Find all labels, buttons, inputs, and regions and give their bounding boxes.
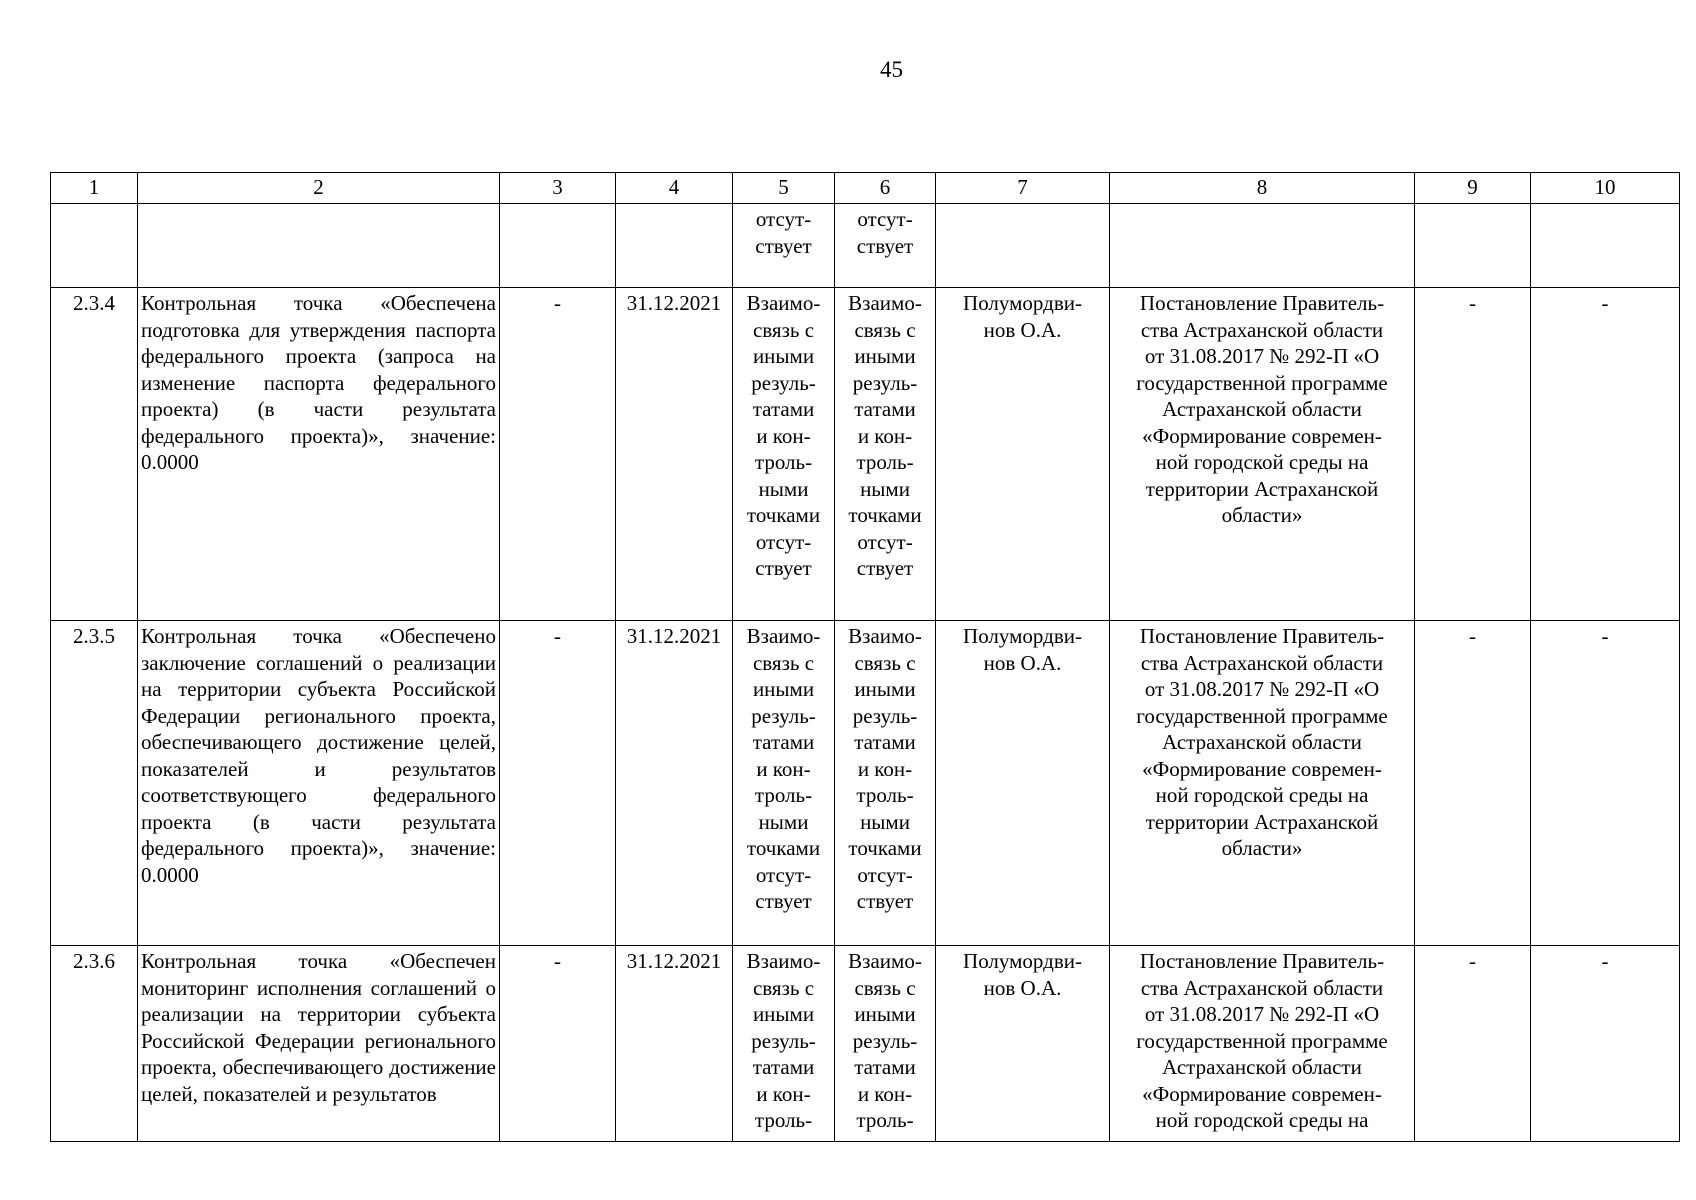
item-number-cell: 2.3.5 (51, 621, 138, 946)
predecessor-cell: Взаимо- связь с иными резуль- татами и кон- троль- ными точками отсут- ствует (733, 288, 835, 621)
column-10-cell (1531, 204, 1680, 288)
item-number-cell: 2.3.4 (51, 288, 138, 621)
document-reference-cell: Постановление Правитель- ства Астраханской области от 31.08.2017 № 292-П «О государственной программе Астраханской области «Формирование современ- ной городской среды на (1110, 946, 1415, 1142)
page-number: 45 (880, 57, 903, 82)
column-number: 7 (936, 173, 1110, 204)
column-number: 8 (1110, 173, 1415, 204)
start-date-cell: - (500, 288, 616, 621)
column-9-cell: - (1415, 946, 1531, 1142)
column-number: 4 (616, 173, 733, 204)
table-row (51, 621, 1680, 946)
end-date-cell: 31.12.2021 (616, 946, 733, 1142)
table-header-row (51, 173, 1680, 204)
column-number: 3 (500, 173, 616, 204)
table-row-continuation (51, 204, 1680, 288)
responsible-cell: Полумордви- нов О.А. (936, 288, 1110, 621)
end-date-cell (616, 204, 733, 288)
column-10-cell: - (1531, 946, 1680, 1142)
description-cell: Контрольная точка «Обеспечен мониторинг исполнения соглашений о реализации на территории субъекта Российской Федерации регионального проекта, обеспечивающего достижение целей, показателей и результатов (138, 946, 500, 1142)
end-date-cell: 31.12.2021 (616, 621, 733, 946)
responsible-cell: Полумордви- нов О.А. (936, 621, 1110, 946)
column-number: 10 (1531, 173, 1680, 204)
description-cell (138, 204, 500, 288)
column-number: 1 (51, 173, 138, 204)
successor-cell: Взаимо- связь с иными резуль- татами и кон- троль- ными точками отсут- ствует (835, 621, 936, 946)
end-date-cell: 31.12.2021 (616, 288, 733, 621)
table-row (51, 288, 1680, 621)
document-reference-cell: Постановление Правитель- ства Астраханской области от 31.08.2017 № 292-П «О государственной программе Астраханской области «Формирование современ- ной городской среды на территории Астраханской области» (1110, 621, 1415, 946)
description-cell: Контрольная точка «Обеспечено заключение соглашений о реализации на территории субъекта Российской Федерации регионального проекта, обеспечивающего достижение целей, показателей и результатов соответствующего федерального проекта (в части результата федерального проекта)», значение: 0.0000 (138, 621, 500, 946)
predecessor-cell: Взаимо- связь с иными резуль- татами и кон- троль- ными точками отсут- ствует (733, 621, 835, 946)
item-number-cell (51, 204, 138, 288)
successor-cell: отсут- ствует (835, 204, 936, 288)
document-reference-cell (1110, 204, 1415, 288)
column-9-cell: - (1415, 288, 1531, 621)
column-number: 2 (138, 173, 500, 204)
start-date-cell: - (500, 946, 616, 1142)
responsible-cell (936, 204, 1110, 288)
item-number-cell: 2.3.6 (51, 946, 138, 1142)
column-9-cell (1415, 204, 1531, 288)
start-date-cell: - (500, 621, 616, 946)
description-cell: Контрольная точка «Обеспечена подготовка для утверждения паспорта федерального проекта (запроса на изменение паспорта федерального проекта) (в части результата федерального проекта)», значение: 0.0000 (138, 288, 500, 621)
column-9-cell: - (1415, 621, 1531, 946)
column-10-cell: - (1531, 621, 1680, 946)
responsible-cell: Полумордви- нов О.А. (936, 946, 1110, 1142)
column-number: 9 (1415, 173, 1531, 204)
predecessor-cell: Взаимо- связь с иными резуль- татами и кон- троль- (733, 946, 835, 1142)
successor-cell: Взаимо- связь с иными резуль- татами и кон- троль- ными точками отсут- ствует (835, 288, 936, 621)
table-row (51, 946, 1680, 1142)
predecessor-cell: отсут- ствует (733, 204, 835, 288)
document-reference-cell: Постановление Правитель- ства Астраханской области от 31.08.2017 № 292-П «О государственной программе Астраханской области «Формирование современ- ной городской среды на территории Астраханской области» (1110, 288, 1415, 621)
document-table (50, 172, 1680, 1142)
column-10-cell: - (1531, 288, 1680, 621)
start-date-cell (500, 204, 616, 288)
column-number: 6 (835, 173, 936, 204)
successor-cell: Взаимо- связь с иными резуль- татами и кон- троль- (835, 946, 936, 1142)
column-number: 5 (733, 173, 835, 204)
